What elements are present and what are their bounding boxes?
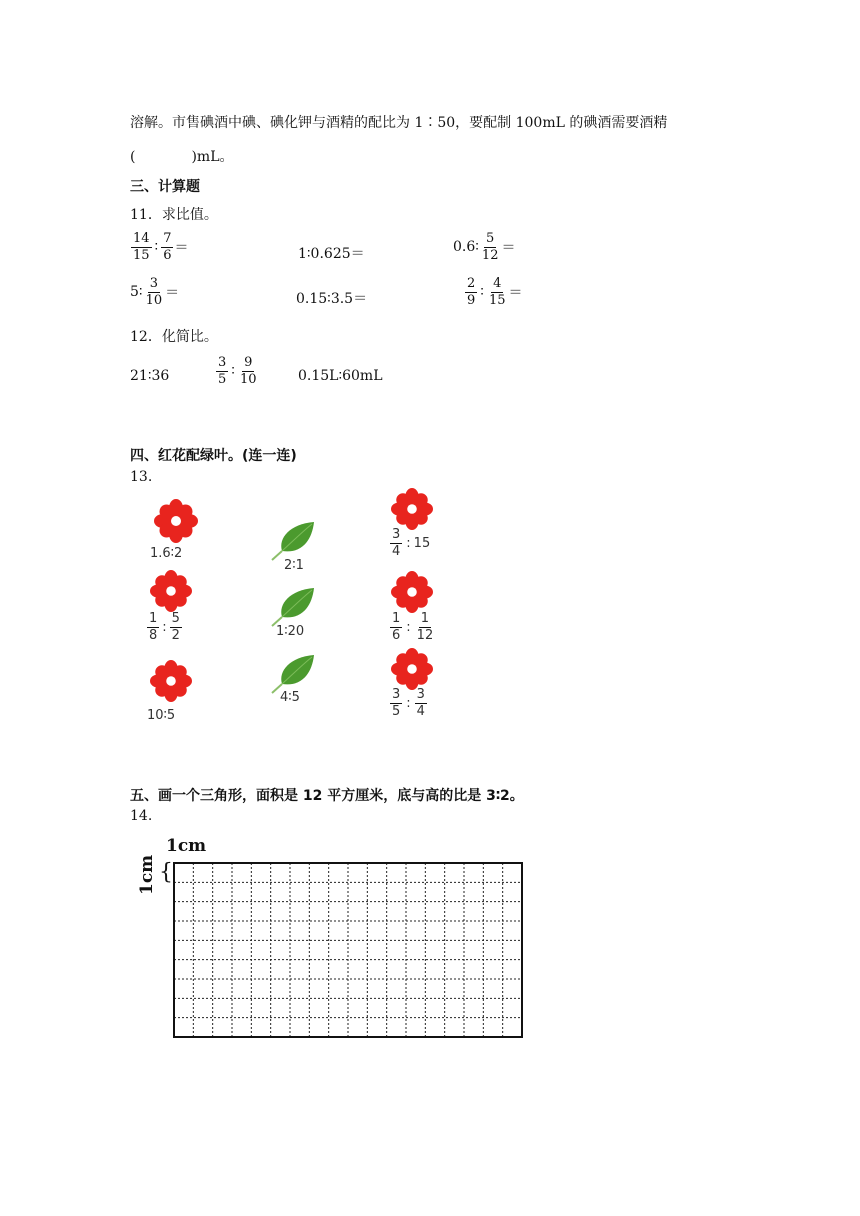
- fraction: [170, 612, 182, 642]
- denominator: 10: [145, 292, 163, 308]
- flower-icon: [391, 648, 433, 690]
- denominator: 4: [392, 543, 401, 559]
- equals-sign: ＝: [501, 240, 516, 257]
- denominator: 5: [218, 371, 227, 387]
- q11-item-5: 0.15∶3.5＝: [296, 291, 368, 307]
- ratio-sign: ∶: [154, 239, 159, 256]
- equals-sign: ＝: [508, 285, 523, 302]
- flower-icon: [150, 660, 192, 702]
- denominator: 12: [481, 247, 499, 263]
- section-5-title: 五、画一个三角形，面积是 12 平方厘米，底与高的比是 3∶2。: [130, 788, 524, 804]
- fraction: [415, 612, 436, 642]
- fraction: [238, 356, 259, 386]
- numerator: 7: [163, 231, 172, 246]
- intro-line-1: 溶解。市售碘酒中碘、碘化钾与酒精的配比为 1∶50，要配制 100mL 的碘酒需要酒精: [130, 115, 668, 131]
- flower-icon: [391, 488, 433, 530]
- denominator: 6: [392, 627, 401, 643]
- flower-icon: [391, 571, 433, 613]
- right-flower-3-ratio[interactable]: [389, 688, 428, 718]
- left-flower-3-ratio[interactable]: 10∶5: [147, 708, 176, 723]
- numerator: 1: [420, 611, 430, 626]
- leaf-1-ratio[interactable]: 2∶1: [284, 558, 304, 573]
- q14-label: 14.: [130, 808, 153, 824]
- section-4-title: 四、红花配绿叶。(连一连): [130, 448, 297, 464]
- ratio-sign: ∶: [480, 284, 484, 301]
- flower-icon: [150, 570, 192, 612]
- intro-line-2: ( )mL。: [130, 149, 234, 165]
- grid-border: [174, 863, 522, 1037]
- fraction: [415, 688, 427, 718]
- numerator: 3: [392, 687, 401, 702]
- denominator: 5: [392, 703, 401, 719]
- denominator: 15: [133, 247, 150, 263]
- denominator: 2: [171, 627, 180, 643]
- ratio-sign: :: [406, 619, 411, 635]
- denominator: 6: [163, 247, 172, 263]
- q11-label: 11．求比值。: [130, 207, 218, 223]
- denominator: 10: [239, 371, 257, 387]
- brace-icon: {: [159, 860, 173, 885]
- fraction: [390, 688, 402, 718]
- fraction: [390, 528, 402, 558]
- equals-sign: ＝: [174, 240, 189, 257]
- grid-unit-label-side: 1cm: [137, 854, 157, 895]
- q11-item-4: [130, 277, 179, 307]
- fraction: [216, 356, 228, 386]
- right-flower-2-ratio[interactable]: [389, 612, 436, 642]
- numerator: 9: [244, 355, 253, 370]
- numerator: 2: [467, 276, 476, 291]
- fraction: [487, 277, 508, 307]
- fraction: [161, 232, 173, 262]
- fraction: [390, 612, 402, 642]
- q13-label: 13.: [130, 469, 153, 485]
- numerator: 5: [486, 231, 495, 246]
- denominator: 12: [416, 627, 434, 643]
- equals-sign: ＝: [165, 285, 180, 302]
- leaf-2-ratio[interactable]: 1∶20: [276, 624, 305, 639]
- flower-icon: [154, 499, 198, 543]
- fraction: [465, 277, 477, 307]
- fraction: [144, 277, 165, 307]
- q11-item-2: 1∶0.625＝: [298, 246, 365, 262]
- numerator: 3: [392, 527, 401, 542]
- q11-item-6: [464, 277, 522, 307]
- q12-item-2: [215, 356, 259, 386]
- ratio-right: 15: [413, 535, 431, 551]
- q12-label: 12．化简比。: [130, 329, 218, 345]
- fraction: [480, 232, 501, 262]
- numerator: 3: [218, 355, 227, 370]
- numerator: 1: [149, 611, 158, 626]
- section-3-title: 三、计算题: [130, 179, 200, 195]
- q12-item-3: 0.15L∶60mL: [298, 368, 383, 384]
- ratio-left: 0.6∶: [453, 239, 479, 256]
- denominator: 9: [467, 292, 476, 308]
- ratio-left: 5∶: [130, 284, 143, 301]
- denominator: 15: [488, 292, 506, 308]
- numerator: 4: [493, 276, 502, 291]
- q12-item-1: 21∶36: [130, 368, 170, 384]
- numerator: 3: [416, 687, 425, 702]
- ratio-sign: :: [406, 535, 411, 551]
- right-flower-1-ratio[interactable]: [389, 528, 430, 558]
- q11-item-3: [453, 232, 515, 262]
- ratio-sign: :: [406, 695, 411, 711]
- left-flower-1-ratio[interactable]: 1.6∶2: [150, 546, 183, 561]
- denominator: 4: [416, 703, 425, 719]
- drawing-grid[interactable]: [173, 862, 523, 1038]
- denominator: 8: [149, 627, 158, 643]
- numerator: 1: [392, 611, 401, 626]
- left-flower-2-ratio[interactable]: [146, 612, 183, 642]
- fraction: [131, 232, 152, 262]
- grid-unit-label-top: 1cm: [166, 836, 207, 856]
- q11-item-1: [130, 232, 188, 262]
- leaf-3-ratio[interactable]: 4∶5: [280, 690, 300, 705]
- ratio-sign: :: [162, 619, 167, 635]
- numerator: 5: [171, 611, 180, 626]
- fraction: [147, 612, 159, 642]
- numerator: 3: [149, 276, 158, 291]
- numerator: 14: [133, 231, 150, 246]
- ratio-sign: ∶: [231, 363, 235, 380]
